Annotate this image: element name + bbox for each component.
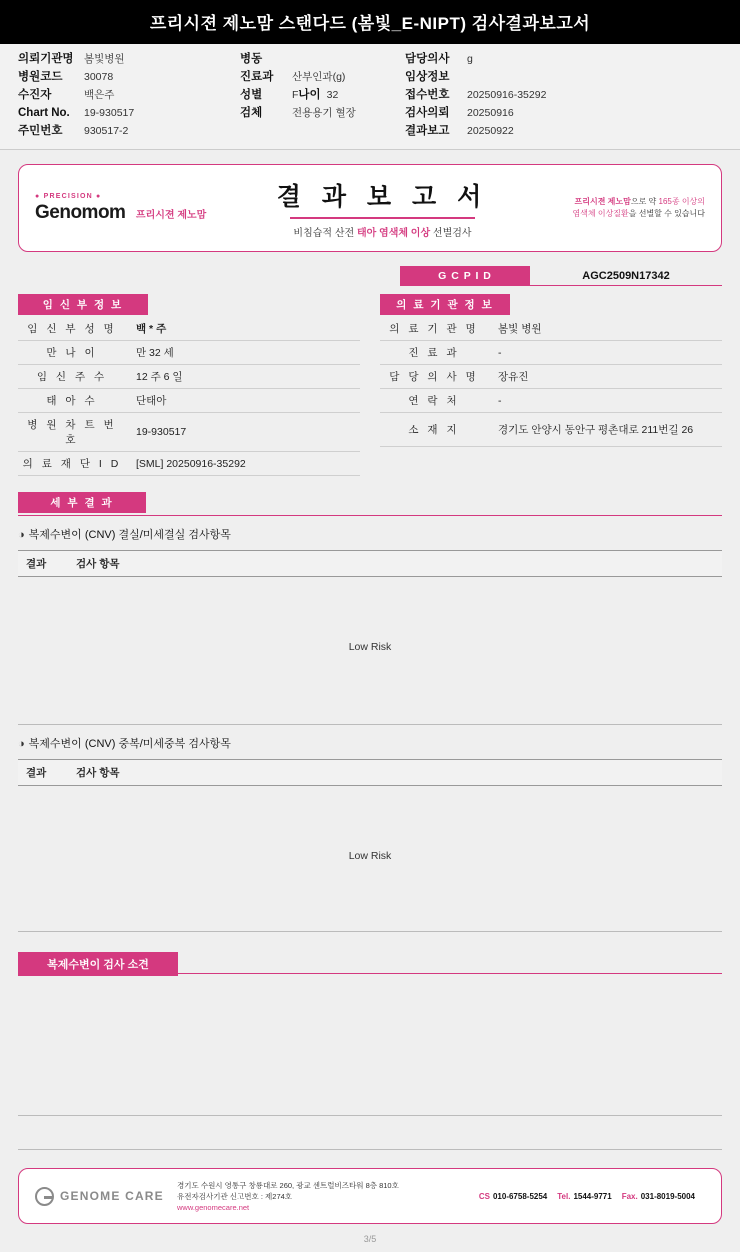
- report-note: [530, 196, 705, 220]
- report-subtitle-prefix: 비침습적 산전: [293, 228, 357, 239]
- value-institution: 봄빛병원: [84, 53, 125, 65]
- table-row: [18, 365, 360, 389]
- report-note-count: 165종 이상의: [658, 197, 705, 206]
- cnv-deletion-body: [18, 577, 722, 725]
- value-age: 32: [326, 89, 339, 101]
- opinion-rule: [178, 973, 722, 974]
- bullet-icon: ◑: [18, 738, 25, 750]
- header-field-report-date: [405, 124, 705, 139]
- cnv-deletion-risk: Low Risk: [348, 641, 392, 653]
- label-chart-no: Chart No.: [18, 107, 70, 119]
- pregnant-info-tag: 임 신 부 정 보: [18, 294, 148, 315]
- header-field-accession-no: [405, 88, 705, 103]
- report-title: 결 과 보 고 서: [276, 183, 489, 211]
- gcpid-label: G C P I D: [400, 266, 530, 286]
- label-patient: 수진자: [18, 89, 52, 101]
- label-department: 진료과: [240, 71, 274, 83]
- detail-results-tag: 세 부 결 과: [18, 492, 146, 513]
- gcpid-value: AGC2509N17342: [530, 266, 722, 286]
- key-fetus-count: 태 아 수: [18, 389, 126, 413]
- report-note-text2: 을 선별할 수 있습니다: [628, 209, 705, 218]
- col-header-item: 검사 항목: [68, 551, 722, 577]
- table-row: [18, 389, 360, 413]
- footer-card: [18, 1168, 722, 1224]
- table-header-row: [18, 551, 722, 577]
- value-chart-no: 19-930517: [84, 107, 135, 119]
- brand-precision-label: ● PRECISION ●: [35, 192, 102, 200]
- value-attending-doctor: 장유진: [488, 365, 722, 389]
- report-header-card: [18, 164, 722, 252]
- opinion-section: [18, 952, 722, 1150]
- footer-tel-number: 1544-9771: [573, 1191, 612, 1201]
- report-note-text1: 으로 약: [630, 197, 659, 206]
- key-foundation-id: 의 료 재 단 I D: [18, 452, 126, 476]
- header-column-2: [240, 52, 405, 139]
- key-gestational-age: 임 신 주 수: [18, 365, 126, 389]
- label-sex: 성별: [240, 89, 263, 101]
- footer-tel-label: Tel.: [557, 1191, 571, 1201]
- opinion-tag: 복제수변이 검사 소견: [18, 952, 178, 976]
- value-contact: -: [488, 389, 722, 413]
- gcpid-row: [18, 266, 722, 286]
- footer-fax-number: 031-8019-5004: [640, 1191, 695, 1201]
- cnv-duplication-title: [18, 735, 722, 751]
- value-hospital-department: -: [488, 341, 722, 365]
- report-note-disease: 염색체 이상질환: [572, 209, 629, 218]
- header-field-specimen: [240, 106, 405, 121]
- value-sex: F: [292, 89, 299, 101]
- cnv-duplication-title-text: 복제수변이 (CNV) 중복/미세중복 검사항목: [28, 738, 231, 750]
- cnv-deletion-table: [18, 550, 722, 577]
- value-gestational-age: 12 주 6 일: [126, 365, 360, 389]
- label-report-date: 결과보고: [405, 125, 450, 137]
- detail-results-rule: [18, 515, 722, 516]
- key-contact: 연 락 처: [380, 389, 488, 413]
- footer-cs-label: CS: [478, 1191, 490, 1201]
- brand-logo: [35, 193, 235, 224]
- page-number: 3/5: [363, 1234, 377, 1244]
- brand-name: Genomom: [35, 201, 126, 223]
- cnv-duplication-section: [18, 735, 722, 932]
- value-report-date: 20250922: [467, 125, 514, 137]
- opinion-body: [18, 976, 722, 1116]
- report-title-underline: [290, 217, 475, 219]
- label-institution: 의뢰기관명: [18, 53, 74, 65]
- header-field-resident-no: [18, 124, 240, 139]
- report-subtitle: [235, 224, 530, 239]
- header-field-patient: [18, 88, 240, 103]
- header-field-institution: [18, 52, 240, 67]
- gcpid-box: [400, 266, 722, 286]
- footer-cs-number: 010-6758-5254: [492, 1191, 548, 1201]
- header-column-3: [405, 52, 705, 139]
- cnv-duplication-table: [18, 759, 722, 786]
- hospital-info-table: [380, 317, 722, 447]
- info-tables: [18, 294, 722, 476]
- value-foundation-id: [SML] 20250916-35292: [126, 452, 360, 476]
- label-doctor: 담당의사: [405, 53, 450, 65]
- header-field-department: [240, 70, 405, 85]
- genome-care-mark-icon: [35, 1187, 54, 1206]
- key-address: 소 재 지: [380, 413, 488, 447]
- label-order-date: 검사의뢰: [405, 107, 450, 119]
- table-row: [18, 452, 360, 476]
- hospital-info-tag: 의 료 기 관 정 보: [380, 294, 510, 315]
- key-hospital-department: 진 료 과: [380, 341, 488, 365]
- detail-results-header: [18, 492, 722, 513]
- cnv-duplication-risk: Low Risk: [348, 850, 392, 862]
- header-field-chart-no: [18, 106, 240, 121]
- key-hospital-name: 의 료 기 관 명: [380, 317, 488, 341]
- footer-address-line1: 경기도 수원시 영통구 창룡대로 260, 광교 센트럴비즈타워 8층 810호: [177, 1180, 399, 1190]
- report-subtitle-highlight: 태아 염색체 이상: [356, 228, 431, 239]
- value-department: 산부인과(g): [292, 71, 346, 83]
- genome-care-logo-text: GENOME CARE: [60, 1189, 164, 1203]
- table-row: [380, 365, 722, 389]
- pregnant-info-block: [18, 294, 360, 476]
- value-hospital-name: 봄빛 병원: [488, 317, 722, 341]
- cnv-deletion-title: [18, 526, 722, 542]
- report-note-line1: [530, 196, 705, 208]
- bullet-icon: ◑: [18, 529, 25, 541]
- key-pregnant-name: 임 신 부 성 명: [18, 317, 126, 341]
- header-field-hospital-code: [18, 70, 240, 85]
- label-resident-no: 주민번호: [18, 125, 63, 137]
- value-hospital-code: 30078: [84, 71, 114, 83]
- value-specimen: 전용용기 혈장: [292, 107, 356, 119]
- cnv-deletion-section: [18, 526, 722, 725]
- table-header-row: [18, 760, 722, 786]
- patient-header: [0, 44, 740, 150]
- value-order-date: 20250916: [467, 107, 514, 119]
- col-header-result: 결과: [18, 551, 68, 577]
- footer-url[interactable]: www.genomecare.net: [177, 1202, 250, 1212]
- age-pair: [298, 88, 356, 103]
- table-row: [380, 317, 722, 341]
- brand-name-kr: 프리시젼 제노맘: [135, 209, 207, 221]
- label-accession-no: 접수번호: [405, 89, 450, 101]
- label-specimen: 검체: [240, 107, 263, 119]
- opinion-body-secondary: [18, 1116, 722, 1150]
- hospital-info-block: [380, 294, 722, 476]
- label-hospital-code: 병원코드: [18, 71, 63, 83]
- table-row: [380, 341, 722, 365]
- value-patient: 백은주: [84, 89, 115, 101]
- header-field-clinical-info: [405, 70, 705, 85]
- table-row: [18, 317, 360, 341]
- header-field-ward: [240, 52, 405, 67]
- key-attending-doctor: 담 당 의 사 명: [380, 365, 488, 389]
- key-age: 만 나 이: [18, 341, 126, 365]
- header-field-sex-age: [240, 88, 405, 103]
- value-doctor: g: [467, 53, 473, 65]
- key-hospital-chart-no: 병 원 차 트 번 호: [18, 413, 126, 452]
- footer-address-line2: 유전자검사기관 신고번호 : 제274호: [177, 1191, 293, 1201]
- header-field-doctor: [405, 52, 705, 67]
- value-age: 만 32 세: [126, 341, 360, 365]
- report-title-block: [235, 177, 530, 239]
- report-subtitle-suffix: 선별검사: [430, 228, 472, 239]
- col-header-result: 결과: [18, 760, 68, 786]
- col-header-item: 검사 항목: [68, 760, 722, 786]
- value-fetus-count: 단태아: [126, 389, 360, 413]
- header-column-1: [18, 52, 240, 139]
- value-pregnant-name: 백 * 주: [126, 317, 360, 341]
- header-field-order-date: [405, 106, 705, 121]
- opinion-header: [18, 952, 722, 976]
- value-resident-no: 930517-2: [84, 125, 129, 137]
- report-note-brand: 프리시젼 제노맘: [574, 197, 631, 206]
- label-age: 나이: [298, 89, 321, 101]
- document-title-bar: 프리시젼 제노맘 스탠다드 (봄빛_E-NIPT) 검사결과보고서: [0, 0, 740, 44]
- footer-fax-label: Fax.: [621, 1191, 638, 1201]
- label-clinical-info: 임상정보: [405, 71, 450, 83]
- table-row: [380, 413, 722, 447]
- value-accession-no: 20250916-35292: [467, 89, 547, 101]
- value-hospital-chart-no: 19-930517: [126, 413, 360, 452]
- report-note-line2: [530, 208, 705, 220]
- footer-contacts: [455, 1192, 705, 1201]
- cnv-deletion-title-text: 복제수변이 (CNV) 결실/미세결실 검사항목: [28, 529, 231, 541]
- table-row: [18, 341, 360, 365]
- label-ward: 병동: [240, 53, 263, 65]
- pregnant-info-table: [18, 317, 360, 476]
- value-address: 경기도 안양시 동안구 평촌대로 211번길 26: [488, 413, 722, 447]
- table-row: [380, 389, 722, 413]
- genome-care-logo: [35, 1187, 177, 1206]
- table-row: [18, 413, 360, 452]
- cnv-duplication-body: [18, 786, 722, 932]
